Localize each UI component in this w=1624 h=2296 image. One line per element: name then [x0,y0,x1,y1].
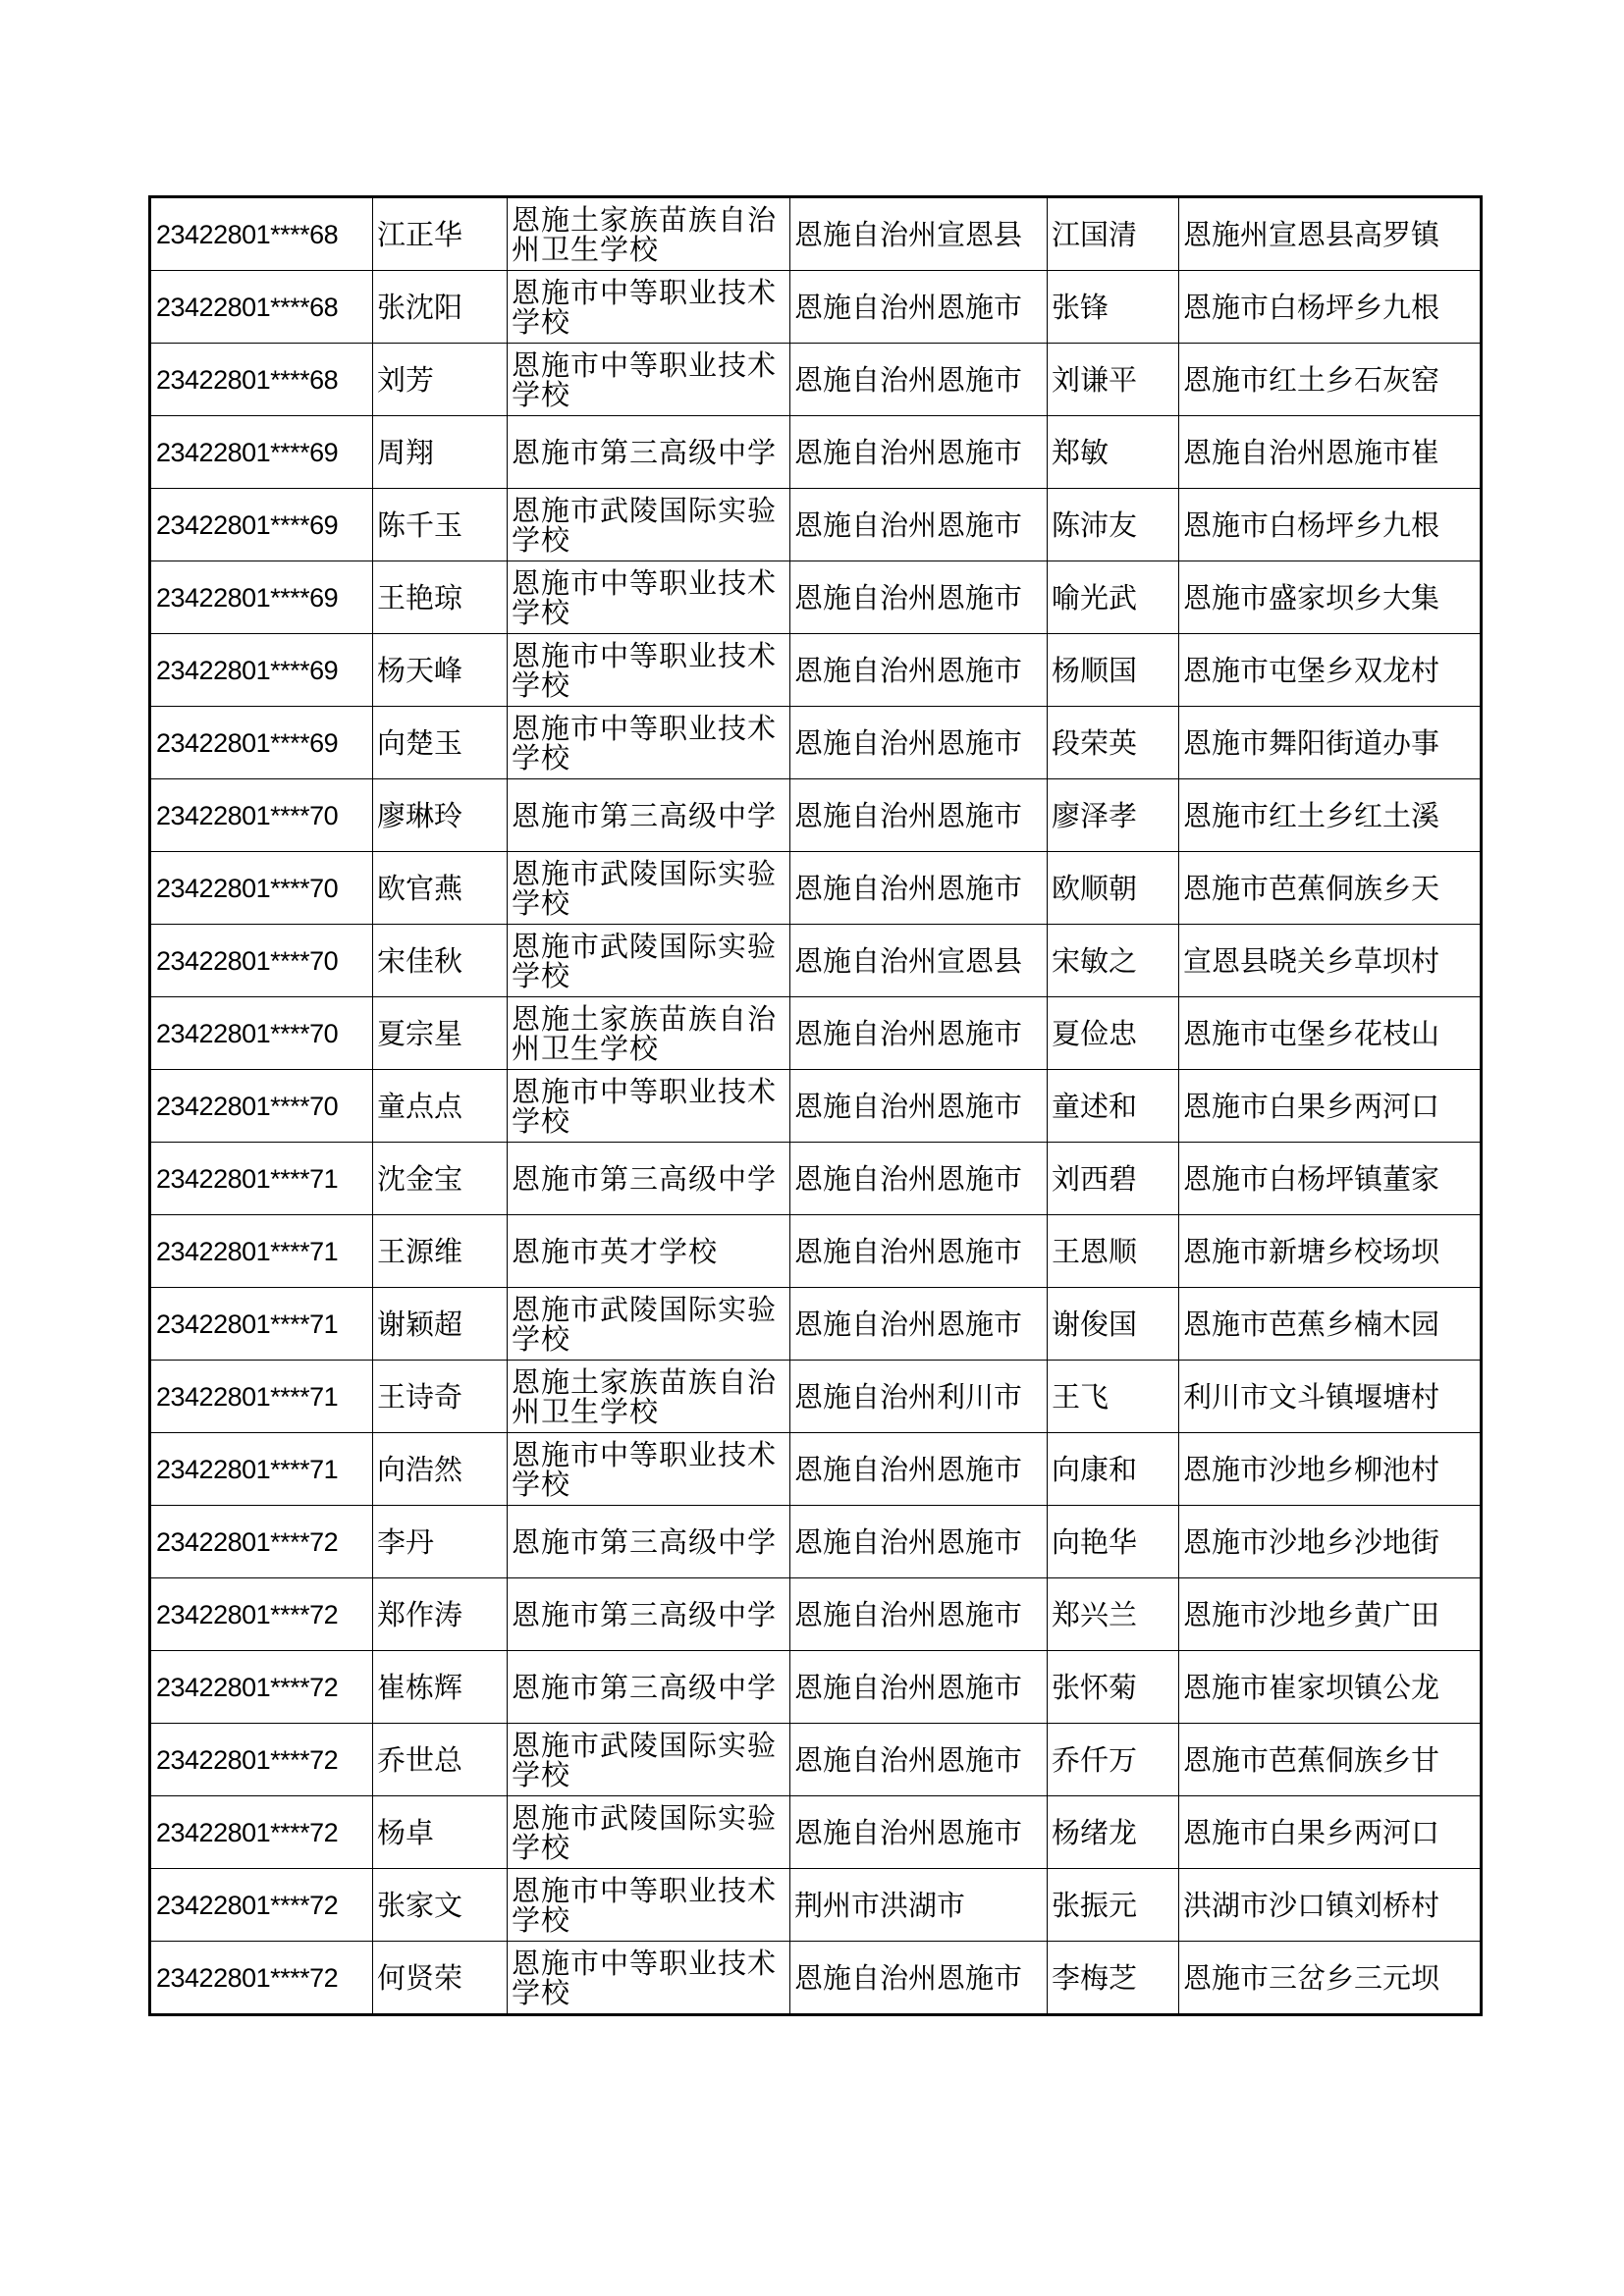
student-name-cell: 欧官燕 [373,852,508,925]
table-row [150,197,1482,271]
guardian-name-cell: 刘西碧 [1048,1143,1179,1215]
id-cell: 23422801****72 [150,1942,373,2015]
guardian-name-cell: 刘谦平 [1048,344,1179,416]
school-cell: 恩施市中等职业技术学校 [508,1070,790,1143]
region-cell: 恩施自治州恩施市 [790,1215,1048,1288]
region-cell: 恩施自治州恩施市 [790,1143,1048,1215]
guardian-name-cell: 廖泽孝 [1048,779,1179,852]
student-name-cell: 王诗奇 [373,1361,508,1433]
id-cell: 23422801****68 [150,197,373,271]
region-cell: 恩施自治州恩施市 [790,779,1048,852]
address-cell: 利川市文斗镇堰塘村 [1179,1361,1482,1433]
school-cell: 恩施市中等职业技术学校 [508,1942,790,2015]
table-row [150,416,1482,489]
id-cell: 23422801****72 [150,1578,373,1651]
address-cell: 洪湖市沙口镇刘桥村 [1179,1869,1482,1942]
school-cell: 恩施市武陵国际实验学校 [508,852,790,925]
region-cell: 恩施自治州恩施市 [790,561,1048,634]
address-cell: 恩施市白杨坪乡九根 [1179,489,1482,561]
school-cell: 恩施市中等职业技术学校 [508,1869,790,1942]
student-name-cell: 童点点 [373,1070,508,1143]
school-cell: 恩施市第三高级中学 [508,1506,790,1578]
address-cell: 恩施市三岔乡三元坝 [1179,1942,1482,2015]
table-row [150,1506,1482,1578]
school-cell: 恩施市英才学校 [508,1215,790,1288]
address-cell: 恩施市沙地乡柳池村 [1179,1433,1482,1506]
student-name-cell: 王艳琼 [373,561,508,634]
id-cell: 23422801****72 [150,1506,373,1578]
records-table [148,195,1483,2016]
school-cell: 恩施市中等职业技术学校 [508,634,790,707]
id-cell: 23422801****72 [150,1724,373,1796]
guardian-name-cell: 向艳华 [1048,1506,1179,1578]
guardian-name-cell: 张怀菊 [1048,1651,1179,1724]
address-cell: 恩施市新塘乡校场坝 [1179,1215,1482,1288]
school-cell: 恩施市中等职业技术学校 [508,344,790,416]
id-cell: 23422801****70 [150,925,373,997]
region-cell: 恩施自治州恩施市 [790,1506,1048,1578]
student-name-cell: 郑作涛 [373,1578,508,1651]
school-cell: 恩施市第三高级中学 [508,1143,790,1215]
address-cell: 恩施市红土乡红土溪 [1179,779,1482,852]
table-row [150,561,1482,634]
table-row [150,1433,1482,1506]
address-cell: 恩施市屯堡乡双龙村 [1179,634,1482,707]
table-row [150,779,1482,852]
guardian-name-cell: 陈沛友 [1048,489,1179,561]
guardian-name-cell: 李梅芝 [1048,1942,1179,2015]
address-cell: 恩施市沙地乡黄广田 [1179,1578,1482,1651]
school-cell: 恩施市中等职业技术学校 [508,561,790,634]
table-row [150,925,1482,997]
school-cell: 恩施土家族苗族自治州卫生学校 [508,1361,790,1433]
address-cell: 恩施市白果乡两河口 [1179,1796,1482,1869]
table-row [150,489,1482,561]
guardian-name-cell: 喻光武 [1048,561,1179,634]
id-cell: 23422801****68 [150,271,373,344]
region-cell: 恩施自治州恩施市 [790,1942,1048,2015]
student-name-cell: 杨天峰 [373,634,508,707]
student-name-cell: 乔世总 [373,1724,508,1796]
school-cell: 恩施土家族苗族自治州卫生学校 [508,197,790,271]
student-name-cell: 李丹 [373,1506,508,1578]
region-cell: 恩施自治州宣恩县 [790,197,1048,271]
id-cell: 23422801****70 [150,1070,373,1143]
region-cell: 恩施自治州恩施市 [790,489,1048,561]
id-cell: 23422801****71 [150,1361,373,1433]
address-cell: 恩施市盛家坝乡大集 [1179,561,1482,634]
guardian-name-cell: 宋敏之 [1048,925,1179,997]
student-name-cell: 张沈阳 [373,271,508,344]
address-cell: 恩施市白果乡两河口 [1179,1070,1482,1143]
address-cell: 恩施市芭蕉侗族乡甘 [1179,1724,1482,1796]
school-cell: 恩施市第三高级中学 [508,1578,790,1651]
address-cell: 恩施市白杨坪乡九根 [1179,271,1482,344]
guardian-name-cell: 童述和 [1048,1070,1179,1143]
region-cell: 恩施自治州恩施市 [790,1578,1048,1651]
table-row [150,1796,1482,1869]
student-name-cell: 江正华 [373,197,508,271]
address-cell: 恩施市舞阳街道办事 [1179,707,1482,779]
address-cell: 恩施市白杨坪镇董家 [1179,1143,1482,1215]
guardian-name-cell: 杨绪龙 [1048,1796,1179,1869]
region-cell: 恩施自治州恩施市 [790,634,1048,707]
guardian-name-cell: 王恩顺 [1048,1215,1179,1288]
table-row [150,707,1482,779]
guardian-name-cell: 向康和 [1048,1433,1179,1506]
document-page [148,195,1480,2016]
guardian-name-cell: 段荣英 [1048,707,1179,779]
region-cell: 恩施自治州恩施市 [790,416,1048,489]
region-cell: 恩施自治州恩施市 [790,1724,1048,1796]
address-cell: 恩施市红土乡石灰窑 [1179,344,1482,416]
student-name-cell: 崔栋辉 [373,1651,508,1724]
address-cell: 恩施市屯堡乡花枝山 [1179,997,1482,1070]
school-cell: 恩施市中等职业技术学校 [508,271,790,344]
region-cell: 恩施自治州恩施市 [790,271,1048,344]
school-cell: 恩施市武陵国际实验学校 [508,1288,790,1361]
region-cell: 恩施自治州恩施市 [790,344,1048,416]
table-row [150,1578,1482,1651]
table-row [150,1361,1482,1433]
student-name-cell: 张家文 [373,1869,508,1942]
guardian-name-cell: 乔仟万 [1048,1724,1179,1796]
id-cell: 23422801****69 [150,707,373,779]
student-name-cell: 谢颖超 [373,1288,508,1361]
table-row [150,852,1482,925]
school-cell: 恩施市第三高级中学 [508,1651,790,1724]
region-cell: 恩施自治州恩施市 [790,852,1048,925]
address-cell: 恩施市沙地乡沙地街 [1179,1506,1482,1578]
student-name-cell: 沈金宝 [373,1143,508,1215]
table-row [150,344,1482,416]
id-cell: 23422801****70 [150,852,373,925]
guardian-name-cell: 杨顺国 [1048,634,1179,707]
school-cell: 恩施市中等职业技术学校 [508,1433,790,1506]
guardian-name-cell: 王飞 [1048,1361,1179,1433]
id-cell: 23422801****71 [150,1215,373,1288]
table-row [150,1288,1482,1361]
table-row [150,1143,1482,1215]
guardian-name-cell: 夏俭忠 [1048,997,1179,1070]
id-cell: 23422801****72 [150,1651,373,1724]
region-cell: 恩施自治州恩施市 [790,1288,1048,1361]
guardian-name-cell: 郑兴兰 [1048,1578,1179,1651]
guardian-name-cell: 张锋 [1048,271,1179,344]
id-cell: 23422801****69 [150,489,373,561]
region-cell: 恩施自治州恩施市 [790,1651,1048,1724]
id-cell: 23422801****69 [150,416,373,489]
address-cell: 恩施市崔家坝镇公龙 [1179,1651,1482,1724]
id-cell: 23422801****72 [150,1869,373,1942]
id-cell: 23422801****72 [150,1796,373,1869]
id-cell: 23422801****71 [150,1288,373,1361]
address-cell: 恩施市芭蕉乡楠木园 [1179,1288,1482,1361]
address-cell: 宣恩县晓关乡草坝村 [1179,925,1482,997]
records-table-body [150,197,1482,2015]
guardian-name-cell: 张振元 [1048,1869,1179,1942]
student-name-cell: 杨卓 [373,1796,508,1869]
school-cell: 恩施市中等职业技术学校 [508,707,790,779]
table-row [150,271,1482,344]
address-cell: 恩施州宣恩县高罗镇 [1179,197,1482,271]
region-cell: 恩施自治州恩施市 [790,1796,1048,1869]
table-row [150,1070,1482,1143]
region-cell: 恩施自治州恩施市 [790,1433,1048,1506]
id-cell: 23422801****69 [150,634,373,707]
id-cell: 23422801****68 [150,344,373,416]
student-name-cell: 何贤荣 [373,1942,508,2015]
table-row [150,1942,1482,2015]
student-name-cell: 向浩然 [373,1433,508,1506]
guardian-name-cell: 郑敏 [1048,416,1179,489]
guardian-name-cell: 谢俊国 [1048,1288,1179,1361]
student-name-cell: 廖琳玲 [373,779,508,852]
guardian-name-cell: 欧顺朝 [1048,852,1179,925]
region-cell: 恩施自治州恩施市 [790,1070,1048,1143]
region-cell: 恩施自治州利川市 [790,1361,1048,1433]
student-name-cell: 周翔 [373,416,508,489]
region-cell: 荆州市洪湖市 [790,1869,1048,1942]
student-name-cell: 王源维 [373,1215,508,1288]
guardian-name-cell: 江国清 [1048,197,1179,271]
student-name-cell: 向楚玉 [373,707,508,779]
id-cell: 23422801****71 [150,1433,373,1506]
table-row [150,1869,1482,1942]
id-cell: 23422801****71 [150,1143,373,1215]
table-row [150,634,1482,707]
school-cell: 恩施市第三高级中学 [508,416,790,489]
school-cell: 恩施市武陵国际实验学校 [508,925,790,997]
student-name-cell: 夏宗星 [373,997,508,1070]
address-cell: 恩施自治州恩施市崔 [1179,416,1482,489]
id-cell: 23422801****70 [150,997,373,1070]
address-cell: 恩施市芭蕉侗族乡天 [1179,852,1482,925]
school-cell: 恩施市武陵国际实验学校 [508,1724,790,1796]
region-cell: 恩施自治州恩施市 [790,997,1048,1070]
student-name-cell: 刘芳 [373,344,508,416]
table-row [150,997,1482,1070]
school-cell: 恩施土家族苗族自治州卫生学校 [508,997,790,1070]
region-cell: 恩施自治州恩施市 [790,707,1048,779]
table-row [150,1651,1482,1724]
table-row [150,1215,1482,1288]
student-name-cell: 陈千玉 [373,489,508,561]
table-row [150,1724,1482,1796]
school-cell: 恩施市武陵国际实验学校 [508,1796,790,1869]
school-cell: 恩施市武陵国际实验学校 [508,489,790,561]
student-name-cell: 宋佳秋 [373,925,508,997]
school-cell: 恩施市第三高级中学 [508,779,790,852]
id-cell: 23422801****70 [150,779,373,852]
region-cell: 恩施自治州宣恩县 [790,925,1048,997]
id-cell: 23422801****69 [150,561,373,634]
